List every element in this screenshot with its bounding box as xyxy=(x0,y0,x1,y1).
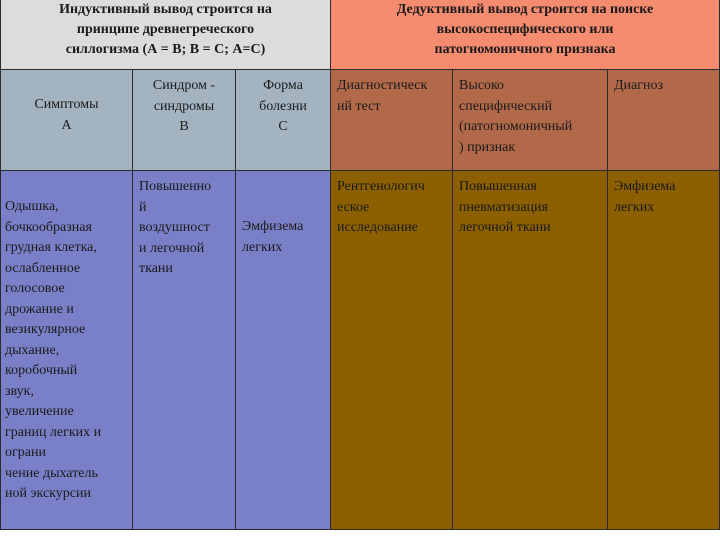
col-symptoms: Симптомы А xyxy=(0,69,133,171)
cell-disease-form: Эмфизема легких xyxy=(235,170,331,530)
col-diagnostic-test: Диагностическ ий тест xyxy=(330,69,453,171)
cell-diagnostic-test: Рентгенологич еское исследование xyxy=(330,170,453,530)
cell-specific-sign: Повышенная пневматизация легочной ткани xyxy=(452,170,608,530)
cell-diagnosis: Эмфизема легких xyxy=(607,170,720,530)
col-syndrome: Синдром - синдромы В xyxy=(132,69,236,171)
cell-symptoms: Одышка, бочкообразная грудная клетка, ослабленное голосовое дрожание и везикулярное дыхание, коробочный звук, увеличение границ легких и ограни чение дыхатель ной экскурсии xyxy=(0,170,133,530)
col-specific-sign: Высоко специфический (патогномоничный ) признак xyxy=(452,69,608,171)
col-diagnosis: Диагноз xyxy=(607,69,720,171)
cell-syndrome: Повышенно й воздушност и легочной ткани xyxy=(132,170,236,530)
header-inductive: Индуктивный вывод строится на принципе древнегреческого силлогизма (А = В; В = С; А=С) xyxy=(0,0,331,70)
col-disease-form: Форма болезни С xyxy=(235,69,331,171)
header-deductive: Дедуктивный вывод строится на поиске высокоспецифического или патогномоничного признака xyxy=(330,0,720,70)
